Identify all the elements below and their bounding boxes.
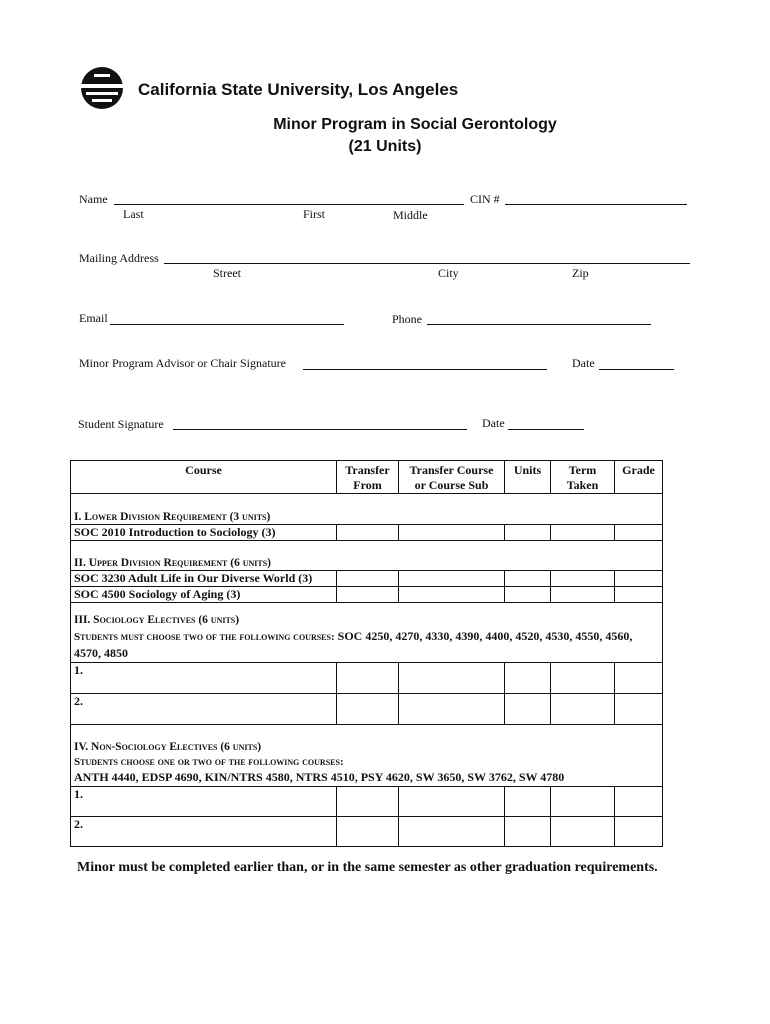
student-signature-label: Student Signature [78, 417, 164, 431]
section-upper-division: II. Upper Division Requirement (6 units) [71, 541, 663, 571]
course-table [70, 460, 663, 847]
mailing-field[interactable] [164, 263, 690, 264]
grade-cell[interactable] [615, 525, 663, 541]
term-cell[interactable] [551, 694, 615, 725]
table-row [71, 525, 663, 541]
advisor-date-field[interactable] [599, 369, 674, 370]
units-cell[interactable] [505, 525, 551, 541]
email-field[interactable] [110, 324, 344, 325]
col-transfer-course: Transfer Course or Course Sub [399, 461, 505, 494]
term-cell[interactable] [551, 525, 615, 541]
grade-cell[interactable] [615, 817, 663, 847]
student-date-label: Date [482, 416, 505, 430]
course-cell: SOC 2010 Introduction to Sociology (3) [71, 525, 337, 541]
student-date-field[interactable] [508, 429, 584, 430]
cin-label: CIN # [470, 192, 500, 206]
term-cell[interactable] [551, 663, 615, 694]
col-transfer-from: Transfer From [337, 461, 399, 494]
row-number[interactable]: 2. [71, 694, 337, 725]
transfer-from-cell[interactable] [337, 787, 399, 817]
mailing-label: Mailing Address [79, 251, 159, 265]
row-number[interactable]: 2. [71, 817, 337, 847]
transfer-from-cell[interactable] [337, 587, 399, 603]
table-row [71, 787, 663, 817]
row-number[interactable]: 1. [71, 787, 337, 817]
term-cell[interactable] [551, 817, 615, 847]
name-label: Name [79, 192, 108, 206]
advisor-date-label: Date [572, 356, 595, 370]
units-cell[interactable] [505, 817, 551, 847]
advisor-signature-label: Minor Program Advisor or Chair Signature [79, 356, 286, 370]
form-title: Minor Program in Social Gerontology [273, 116, 557, 133]
transfer-course-cell[interactable] [399, 663, 505, 694]
phone-field[interactable] [427, 324, 651, 325]
course-cell: SOC 3230 Adult Life in Our Diverse World (3) [71, 571, 337, 587]
grade-cell[interactable] [615, 571, 663, 587]
section-sociology-electives: III. Sociology Electives (6 units) Students must choose two of the following courses: SOC 4250, 4270, 4330, 4390, 4400, 4520, 4530, 4550, 4560, 4570, 4850 [71, 603, 663, 663]
section-lower-division: I. Lower Division Requirement (3 units) [71, 494, 663, 525]
col-course: Course [71, 461, 337, 494]
term-cell[interactable] [551, 571, 615, 587]
col-term: Term Taken [551, 461, 615, 494]
units-cell[interactable] [505, 694, 551, 725]
units-cell[interactable] [505, 587, 551, 603]
units-cell[interactable] [505, 571, 551, 587]
transfer-course-cell[interactable] [399, 571, 505, 587]
name-field[interactable] [114, 204, 464, 205]
mailing-sub-zip: Zip [572, 266, 589, 280]
units-cell[interactable] [505, 663, 551, 694]
transfer-course-cell[interactable] [399, 525, 505, 541]
section-non-sociology-electives: IV. Non-Sociology Electives (6 units) Students choose one or two of the following courses: ANTH 4440, EDSP 4690, KIN/NTRS 4580, NTRS 4510, PSY 4620, SW 3650, SW 3762, SW 4780 [71, 725, 663, 787]
table-row [71, 571, 663, 587]
name-sub-last: Last [123, 207, 144, 221]
term-cell[interactable] [551, 587, 615, 603]
cin-field[interactable] [505, 204, 687, 205]
grade-cell[interactable] [615, 694, 663, 725]
transfer-from-cell[interactable] [337, 694, 399, 725]
row-number[interactable]: 1. [71, 663, 337, 694]
form-units: (21 Units) [348, 138, 422, 155]
course-cell: SOC 4500 Sociology of Aging (3) [71, 587, 337, 603]
transfer-course-cell[interactable] [399, 694, 505, 725]
email-label: Email [79, 311, 108, 325]
transfer-course-cell[interactable] [399, 787, 505, 817]
transfer-course-cell[interactable] [399, 817, 505, 847]
transfer-course-cell[interactable] [399, 587, 505, 603]
col-units: Units [505, 461, 551, 494]
transfer-from-cell[interactable] [337, 817, 399, 847]
mailing-sub-street: Street [213, 266, 241, 280]
university-name: California State University, Los Angeles [138, 80, 459, 99]
table-row [71, 817, 663, 847]
transfer-from-cell[interactable] [337, 571, 399, 587]
name-sub-first: First [303, 207, 326, 221]
units-cell[interactable] [505, 787, 551, 817]
table-row [71, 694, 663, 725]
advisor-signature-field[interactable] [303, 369, 547, 370]
table-row [71, 663, 663, 694]
table-row [71, 587, 663, 603]
name-sub-middle: Middle [393, 208, 428, 222]
col-grade: Grade [615, 461, 663, 494]
transfer-from-cell[interactable] [337, 663, 399, 694]
completion-note: Minor must be completed earlier than, or in the same semester as other graduation requirements. [77, 860, 658, 875]
mailing-sub-city: City [438, 266, 459, 280]
grade-cell[interactable] [615, 587, 663, 603]
grade-cell[interactable] [615, 663, 663, 694]
transfer-from-cell[interactable] [337, 525, 399, 541]
term-cell[interactable] [551, 787, 615, 817]
phone-label: Phone [392, 312, 422, 326]
grade-cell[interactable] [615, 787, 663, 817]
university-logo [80, 66, 124, 110]
student-signature-field[interactable] [173, 429, 467, 430]
